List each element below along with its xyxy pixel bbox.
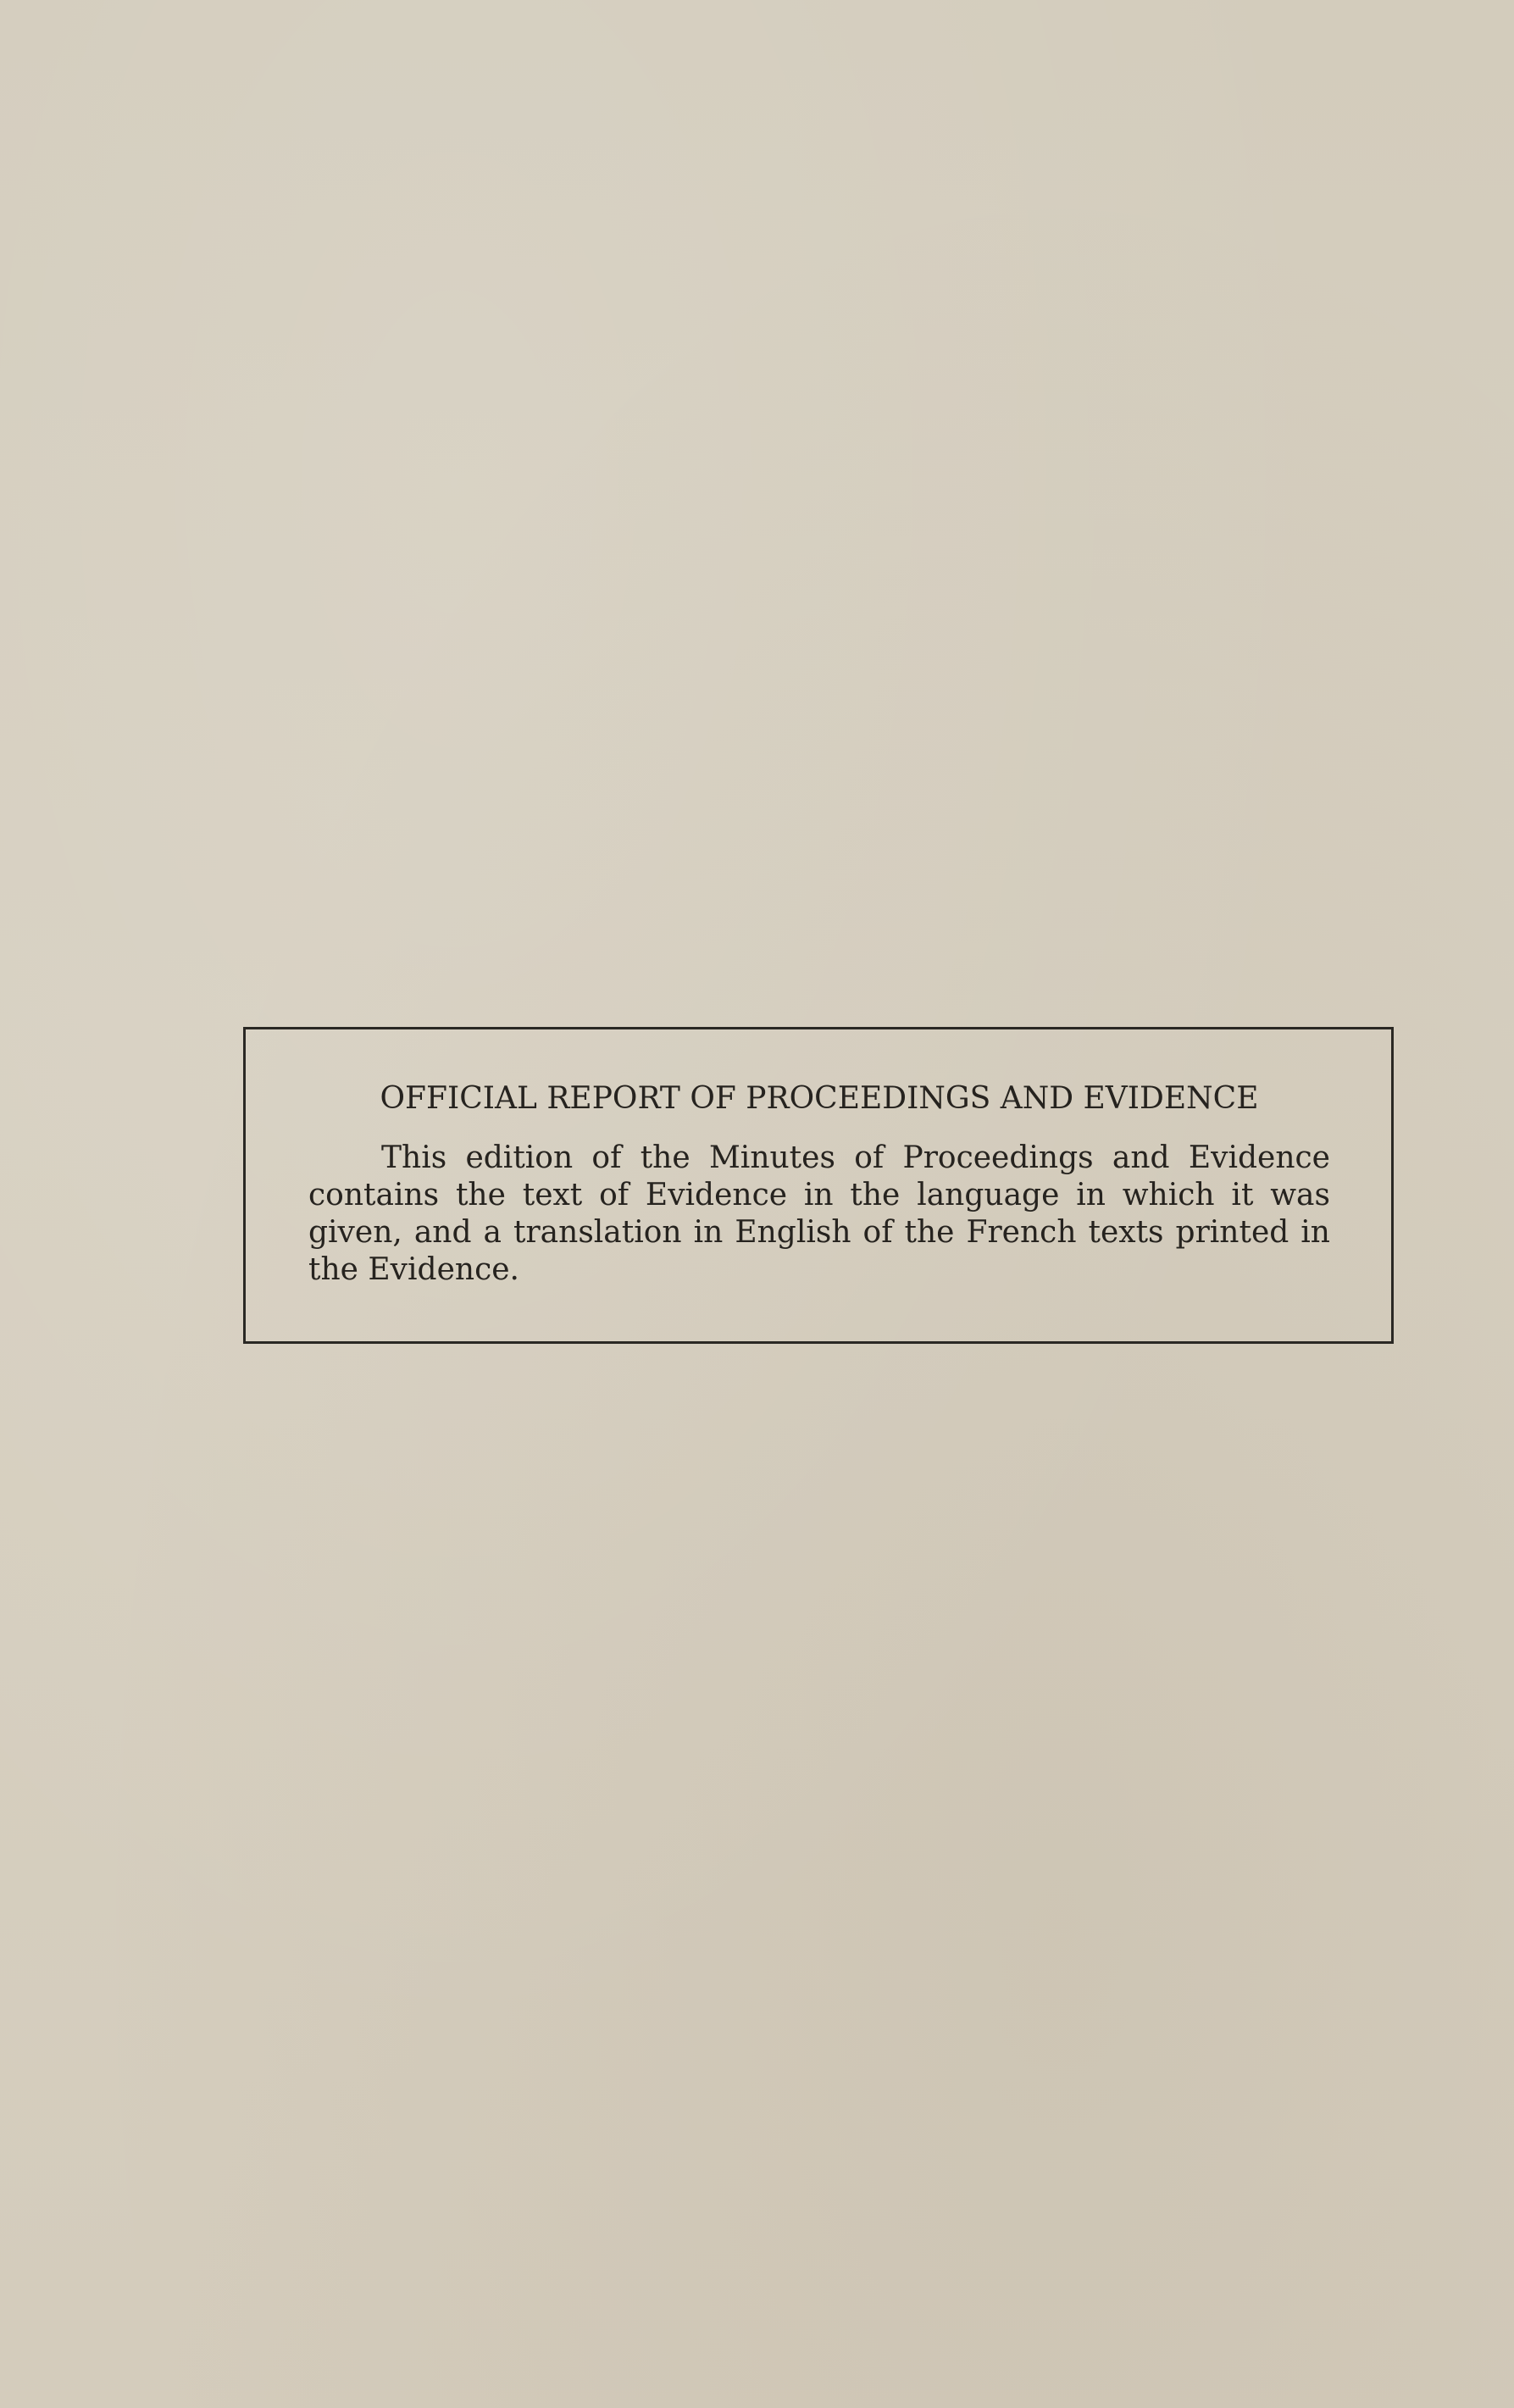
notice-box	[243, 1027, 1394, 1344]
notice-title: OFFICIAL REPORT OF PROCEEDINGS AND EVIDENCE	[380, 1081, 1259, 1116]
notice-body: This edition of the Minutes of Proceedings and Evidence contains the text of Evidence in the language in which it was given, and a translation in English of the French texts printed in the Evidence.	[308, 1140, 1330, 1287]
